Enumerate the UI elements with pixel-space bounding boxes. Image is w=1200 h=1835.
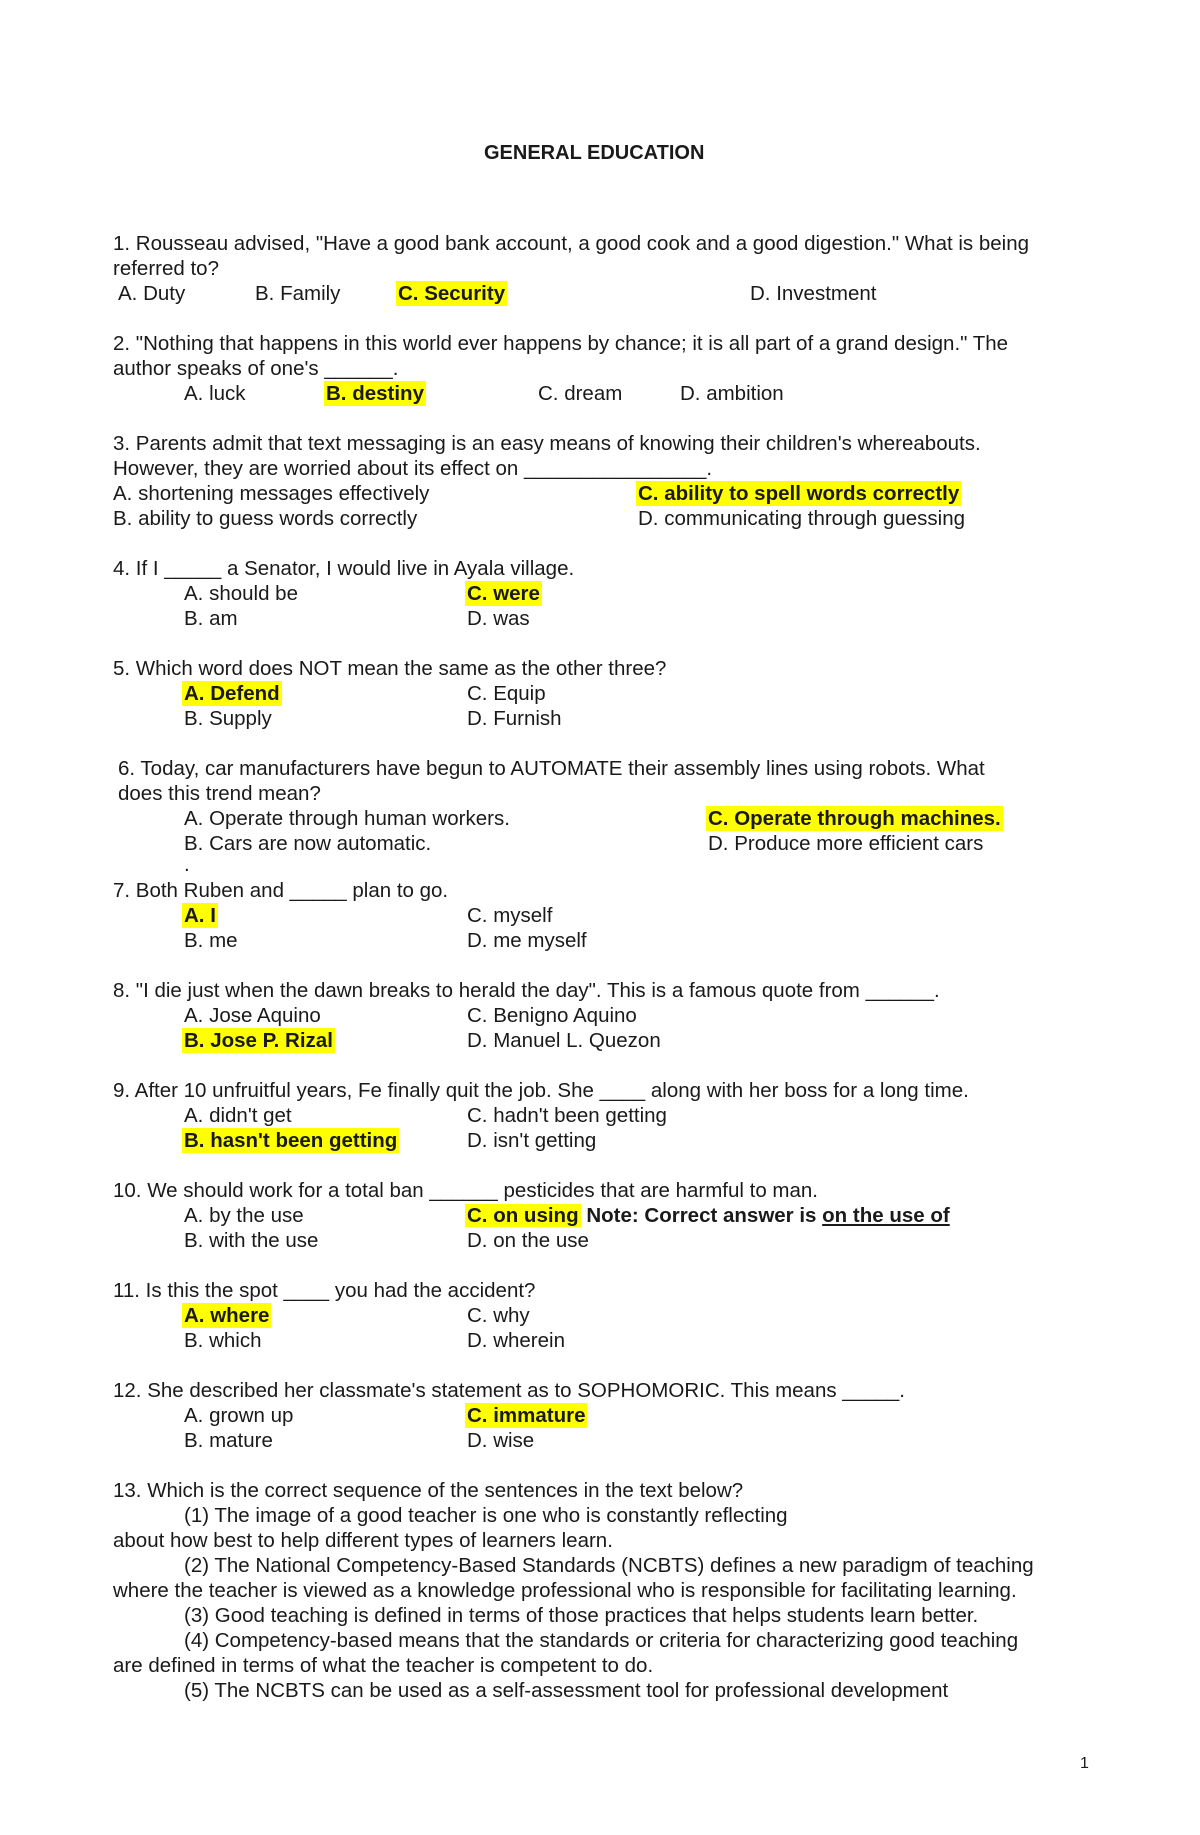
question-8-stem: 8. "I die just when the dawn breaks to herald the day". This is a famous quote from ______. [113, 979, 940, 1002]
page-number: 1 [1080, 1755, 1089, 1772]
q9-option-d: D. isn't getting [467, 1129, 597, 1152]
page-title: GENERAL EDUCATION [484, 142, 705, 164]
q2-option-b-answer: B. destiny [326, 382, 424, 405]
q6-option-c-answer: C. Operate through machines. [708, 807, 1001, 830]
q11-option-c: C. why [467, 1304, 530, 1327]
q13-sentence-4-cont: are defined in terms of what the teacher is competent to do. [113, 1654, 654, 1677]
q10-option-c-row [465, 1203, 950, 1228]
question-5-stem: 5. Which word does NOT mean the same as the other three? [113, 657, 667, 680]
question-1-stem-cont: referred to? [113, 257, 219, 280]
q12-option-a: A. grown up [184, 1404, 294, 1427]
q6-option-b: B. Cars are now automatic. [184, 832, 432, 855]
q4-option-b: B. am [184, 607, 238, 630]
q8-option-c: C. Benigno Aquino [467, 1004, 637, 1027]
q1-option-b: B. Family [255, 282, 341, 305]
q1-option-d: D. Investment [750, 282, 877, 305]
question-13-stem: 13. Which is the correct sequence of the sentences in the text below? [113, 1479, 744, 1502]
q3-option-a: A. shortening messages effectively [113, 482, 430, 505]
question-10-stem: 10. We should work for a total ban ______ pesticides that are harmful to man. [113, 1179, 818, 1202]
q9-option-b-answer: B. hasn't been getting [184, 1129, 398, 1152]
q2-option-a: A. luck [184, 382, 246, 405]
q11-option-d: D. wherein [467, 1329, 565, 1352]
q12-option-d: D. wise [467, 1429, 535, 1452]
q9-option-a: A. didn't get [184, 1104, 292, 1127]
q10-option-d: D. on the use [467, 1229, 589, 1252]
q10-note: Note: Correct answer is [586, 1204, 823, 1227]
q7-option-c: C. myself [467, 904, 553, 927]
q10-option-c-marked: C. on using [467, 1204, 579, 1227]
q13-sentence-2: (2) The National Competency-Based Standards (NCBTS) defines a new paradigm of teaching [184, 1554, 1034, 1577]
question-7-stem: 7. Both Ruben and _____ plan to go. [113, 879, 449, 902]
q8-option-d: D. Manuel L. Quezon [467, 1029, 661, 1052]
question-6-stem-cont: does this trend mean? [118, 782, 321, 805]
q12-option-c-answer: C. immature [467, 1404, 586, 1427]
q6-option-a: A. Operate through human workers. [184, 807, 510, 830]
q9-option-c: C. hadn't been getting [467, 1104, 667, 1127]
question-1-stem: 1. Rousseau advised, "Have a good bank account, a good cook and a good digestion." What is being [113, 232, 1030, 255]
q13-sentence-1-cont: about how best to help different types of learners learn. [113, 1529, 613, 1552]
q2-option-c: C. dream [538, 382, 623, 405]
q7-option-d: D. me myself [467, 929, 587, 952]
question-2-stem-cont: author speaks of one's ______. [113, 357, 399, 380]
q3-option-c-answer: C. ability to spell words correctly [638, 482, 960, 505]
question-2-stem: 2. "Nothing that happens in this world ever happens by chance; it is all part of a grand design." The [113, 332, 1009, 355]
q13-sentence-5: (5) The NCBTS can be used as a self-assessment tool for professional development [184, 1679, 949, 1702]
q13-sentence-4: (4) Competency-based means that the standards or criteria for characterizing good teaching [184, 1629, 1019, 1652]
q5-option-c: C. Equip [467, 682, 546, 705]
q12-option-b: B. mature [184, 1429, 273, 1452]
q7-option-a-answer: A. I [184, 904, 216, 927]
q10-option-a: A. by the use [184, 1204, 304, 1227]
q1-option-a: A. Duty [118, 282, 186, 305]
q8-option-a: A. Jose Aquino [184, 1004, 321, 1027]
q4-option-d: D. was [467, 607, 530, 630]
q7-option-b: B. me [184, 929, 238, 952]
q4-option-c-answer: C. were [467, 582, 540, 605]
question-3-stem-cont: However, they are worried about its effect on ________________. [113, 457, 713, 480]
q11-option-b: B. which [184, 1329, 262, 1352]
question-4-stem: 4. If I _____ a Senator, I would live in Ayala village. [113, 557, 575, 580]
q13-sentence-3: (3) Good teaching is defined in terms of those practices that helps students learn better. [184, 1604, 979, 1627]
q3-option-b: B. ability to guess words correctly [113, 507, 418, 530]
q13-sentence-2-cont: where the teacher is viewed as a knowledge professional who is responsible for facilitating learning. [113, 1579, 1017, 1602]
q10-option-b: B. with the use [184, 1229, 319, 1252]
q6-option-d: D. Produce more efficient cars [708, 832, 984, 855]
question-11-stem: 11. Is this the spot ____ you had the accident? [113, 1279, 536, 1302]
q10-note-answer: on the use of [822, 1204, 950, 1227]
q8-option-b-answer: B. Jose P. Rizal [184, 1029, 333, 1052]
question-12-stem: 12. She described her classmate's statement as to SOPHOMORIC. This means _____. [113, 1379, 906, 1402]
q5-option-d: D. Furnish [467, 707, 562, 730]
q11-option-a-answer: A. where [184, 1304, 270, 1327]
q3-option-d: D. communicating through guessing [638, 507, 966, 530]
q5-option-a-answer: A. Defend [184, 682, 280, 705]
q2-option-d: D. ambition [680, 382, 784, 405]
question-9-stem: 9. After 10 unfruitful years, Fe finally quit the job. She ____ along with her boss for a long time. [113, 1079, 969, 1102]
q5-option-b: B. Supply [184, 707, 272, 730]
q4-option-a: A. should be [184, 582, 298, 605]
question-6-stem: 6. Today, car manufacturers have begun to AUTOMATE their assembly lines using robots. What [118, 757, 985, 780]
q13-sentence-1: (1) The image of a good teacher is one who is constantly reflecting [184, 1504, 788, 1527]
q6-stray-period: . [184, 853, 190, 876]
question-3-stem: 3. Parents admit that text messaging is an easy means of knowing their children's whereabouts. [113, 432, 981, 455]
q1-option-c-answer: C. Security [398, 282, 506, 305]
